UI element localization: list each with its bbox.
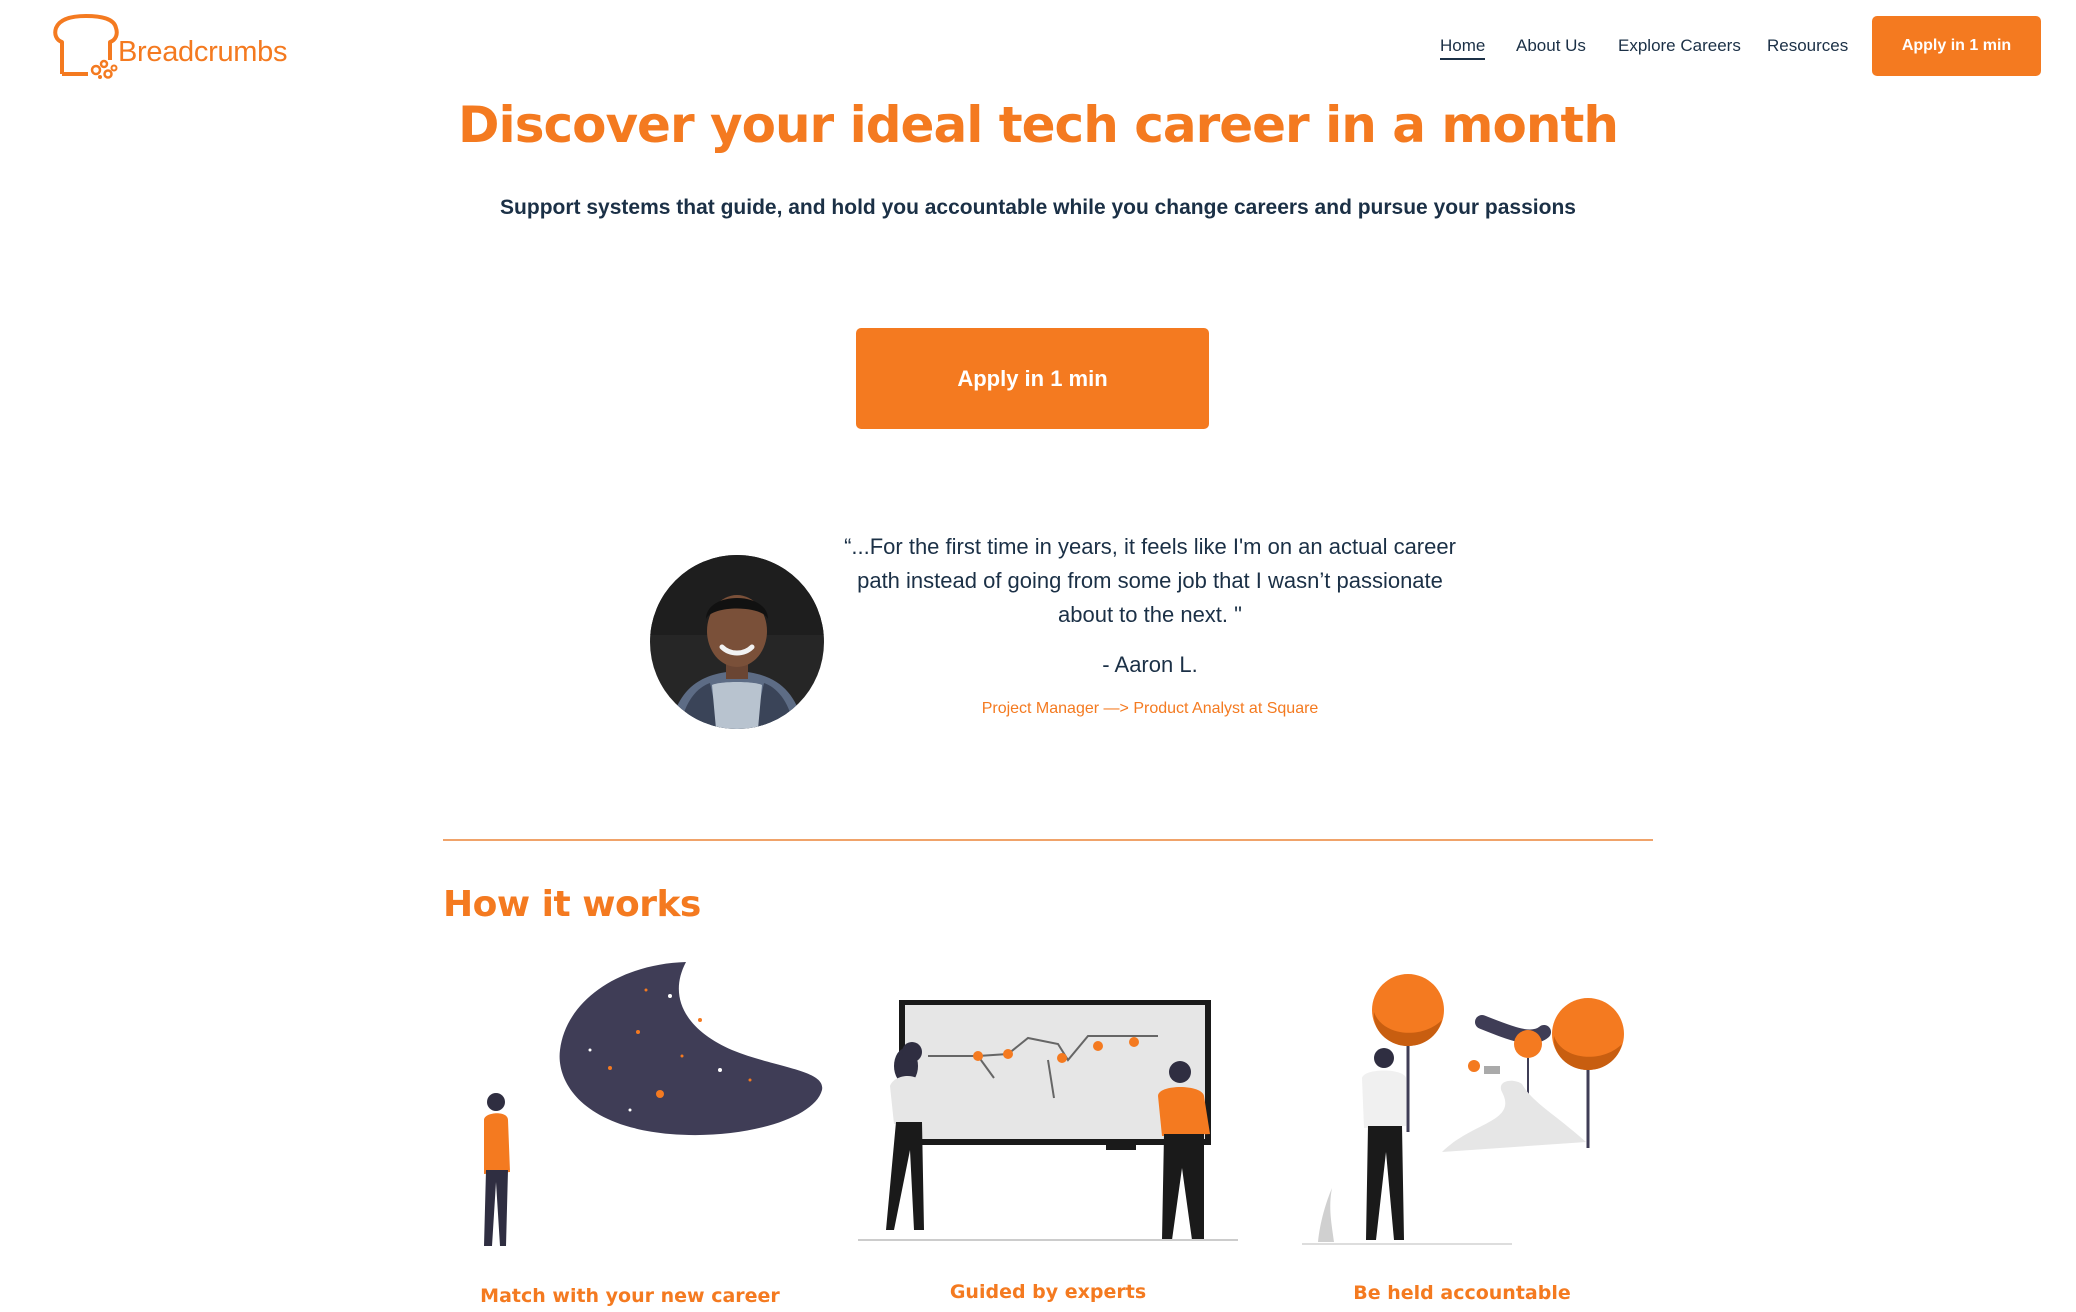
section-divider <box>443 839 1653 841</box>
header-apply-button[interactable]: Apply in 1 min <box>1872 16 2041 76</box>
hero-title: Discover your ideal tech career in a month <box>458 96 1618 154</box>
testimonial-avatar <box>650 555 824 729</box>
bread-logo-icon <box>52 14 122 80</box>
testimonial-author: - Aaron L. <box>1102 652 1198 677</box>
hero-apply-button[interactable]: Apply in 1 min <box>856 328 1209 429</box>
step-label-accountable: Be held accountable <box>1353 1282 1571 1304</box>
nav-about-us[interactable]: About Us <box>1516 36 1586 55</box>
nav-resources[interactable]: Resources <box>1767 36 1849 55</box>
nav-home[interactable]: Home <box>1440 36 1485 60</box>
whiteboard-illustration-icon <box>858 1000 1238 1250</box>
path-illustration-icon <box>1282 962 1642 1252</box>
testimonial-role: Project Manager —> Product Analyst at Square <box>981 700 1319 717</box>
brand-logo[interactable] <box>52 14 288 80</box>
step-label-match: Match with your new career <box>480 1285 780 1307</box>
hero-subtitle: Support systems that guide, and hold you accountable while you change careers and pursue your passions <box>500 196 1576 219</box>
nav-explore-careers[interactable]: Explore Careers <box>1618 36 1741 55</box>
stargazing-illustration-icon <box>470 960 830 1250</box>
brand-name: Breadcrumbs <box>118 36 288 68</box>
person-photo-icon <box>650 555 824 729</box>
testimonial-quote: “...For the first time in years, it feels like I'm on an actual career path instead of going from some job that I wasn’t passionate about to the next. " <box>844 534 1456 627</box>
how-it-works-title: How it works <box>443 884 701 925</box>
step-label-guided: Guided by experts <box>949 1281 1147 1303</box>
